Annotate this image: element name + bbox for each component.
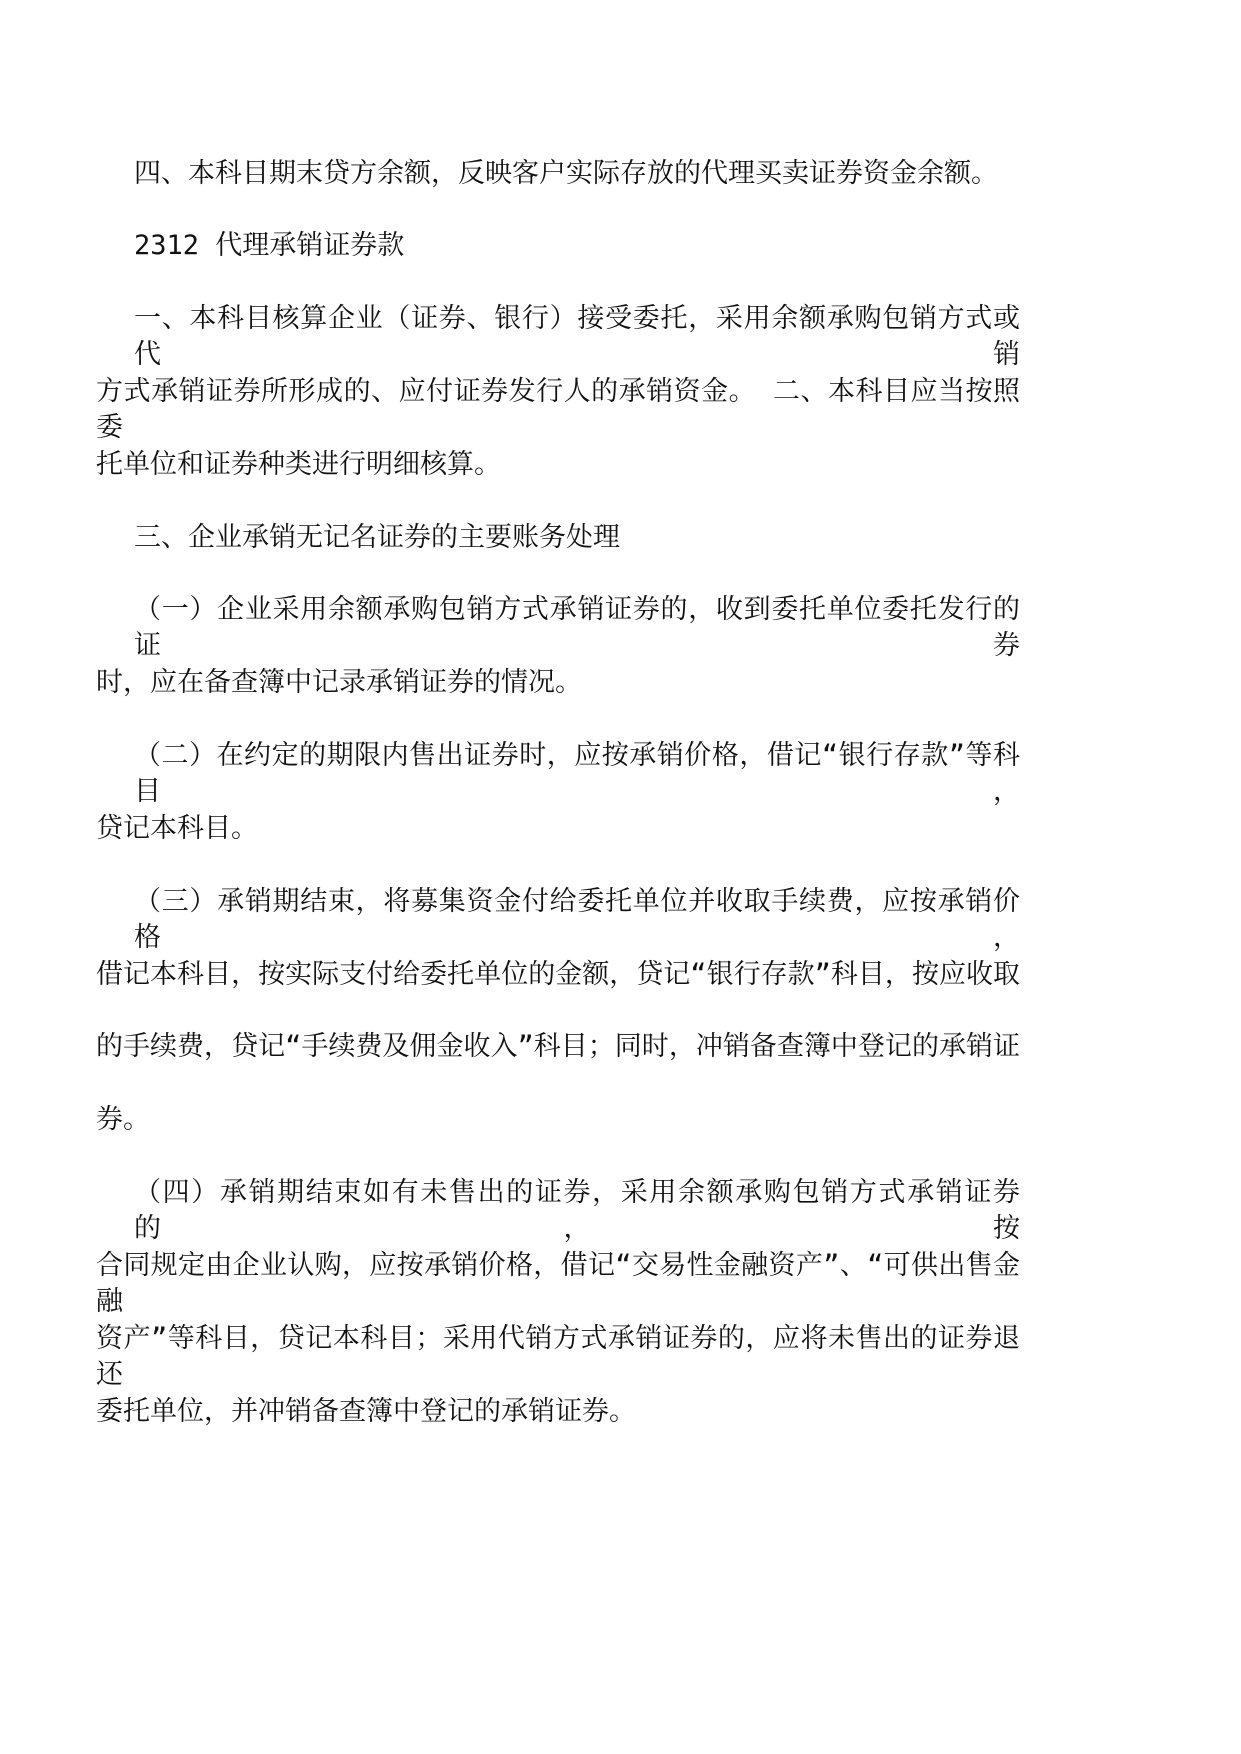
- paragraph-line: 四、本科目期末贷方余额，反映客户实际存放的代理买卖证券资金余额。: [134, 158, 998, 189]
- paragraph-line: 一、本科目核算企业（证券、银行）接受委托，采用余额承购包销方式或代销: [134, 303, 1020, 370]
- paragraph-line: 三、企业承销无记名证券的主要账务处理: [134, 522, 620, 553]
- paragraph-line: （三）承销期结束，将募集资金付给委托单位并收取手续费，应按承销价格，: [134, 886, 1020, 953]
- paragraph-line: 借记本科目，按实际支付给委托单位的金额，贷记“银行存款”科目，按应收取: [96, 959, 1020, 990]
- paragraph-line: （一）企业采用余额承购包销方式承销证券的，收到委托单位委托发行的证券: [134, 594, 1020, 661]
- section-heading: 2312 代理承销证券款: [134, 230, 405, 261]
- paragraph-line: （二）在约定的期限内售出证券时，应按承销价格，借记“银行存款”等科目，: [134, 740, 1020, 807]
- paragraph-line: 方式承销证券所形成的、应付证券发行人的承销资金。 二、本科目应当按照委: [96, 376, 1020, 443]
- paragraph-line: （四）承销期结束如有未售出的证券，采用余额承购包销方式承销证券的，按: [134, 1177, 1020, 1244]
- paragraph-line: 券。: [96, 1104, 150, 1135]
- paragraph-line: 合同规定由企业认购，应按承销价格，借记“交易性金融资产”、“可供出售金融: [96, 1250, 1020, 1317]
- paragraph-line: 贷记本科目。: [96, 813, 258, 844]
- paragraph-line: 时，应在备查簿中记录承销证券的情况。: [96, 667, 582, 698]
- paragraph-line: 资产”等科目，贷记本科目；采用代销方式承销证券的，应将未售出的证券退还: [96, 1323, 1020, 1390]
- paragraph-line: 的手续费，贷记“手续费及佣金收入”科目；同时，冲销备查簿中登记的承销证: [96, 1031, 1020, 1062]
- paragraph-line: 托单位和证券种类进行明细核算。: [96, 449, 501, 480]
- paragraph-line: 委托单位，并冲销备查簿中登记的承销证券。: [96, 1396, 636, 1427]
